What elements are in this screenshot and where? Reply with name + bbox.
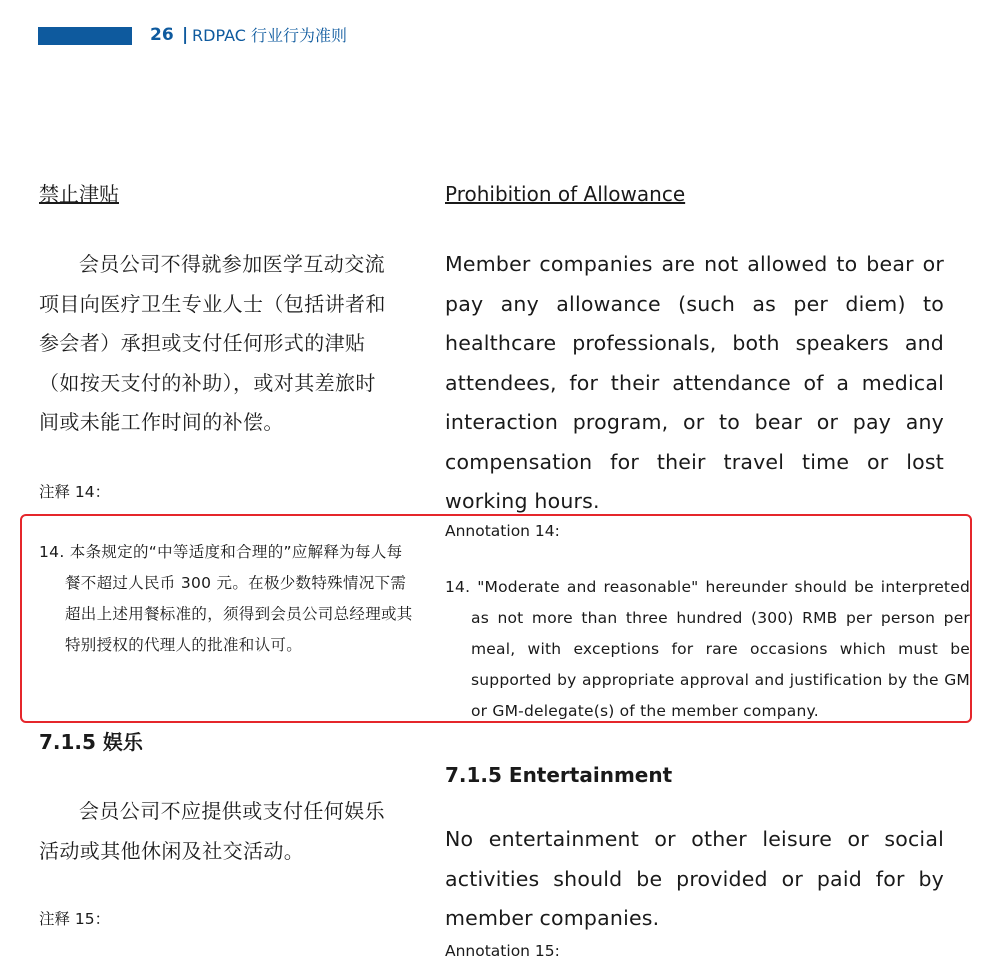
zh-paragraph-allowance: 会员公司不得就参加医学互动交流项目向医疗卫生专业人士（包括讲者和参会者）承担或支付任何形式的津贴（如按天支付的补助），或对其差旅时间或未能工作时间的补偿。: [39, 252, 386, 434]
zh-heading-prohibition: 禁止津贴: [39, 182, 119, 206]
zh-section-heading-entertainment: 7.1.5 娱乐: [39, 730, 143, 754]
page-number: 26: [150, 25, 174, 45]
en-paragraph-allowance: Member companies are not allowed to bear or pay any allowance (such as per diem) to healthcare professionals, both speakers and attendees, for their attendance of a medical interaction program, or to bear or pay any compensation for their travel time or lost working hours.: [445, 252, 944, 513]
en-section-heading-entertainment: 7.1.5 Entertainment: [445, 763, 673, 787]
en-paragraph-entertainment: No entertainment or other leisure or social activities should be provided or paid for by member companies.: [445, 827, 944, 930]
en-heading-prohibition: Prohibition of Allowance: [445, 182, 686, 206]
header-title: RDPAC 行业行为准则: [192, 26, 347, 45]
zh-paragraph-entertainment: 会员公司不应提供或支付任何娱乐活动或其他休闲及社交活动。: [39, 799, 385, 863]
en-note14-label: Annotation 14:: [445, 522, 560, 540]
zh-note14-label: 注释 14：: [39, 483, 111, 501]
header-color-bar: [38, 27, 132, 45]
annotation-highlight-box: [20, 514, 972, 723]
en-note15-label: Annotation 15:: [445, 942, 560, 960]
zh-note14-text: 14. 本条规定的“中等适度和合理的”应解释为每人每餐不超过人民币 300 元。在极少数特殊情况下需超出上述用餐标准的，须得到会员公司总经理或其特别授权的代理人的批准和认可。: [39, 543, 413, 654]
header-separator: |: [182, 25, 189, 45]
en-note14-text: 14. "Moderate and reasonable" hereunder should be interpreted as not more than three hundred (300) RMB per person per meal, with exceptions for rare occasions which must be supported by appropriate approval and justification by the GM or GM-delegate(s) of the member company.: [445, 578, 970, 720]
zh-note15-label: 注释 15：: [39, 910, 111, 928]
